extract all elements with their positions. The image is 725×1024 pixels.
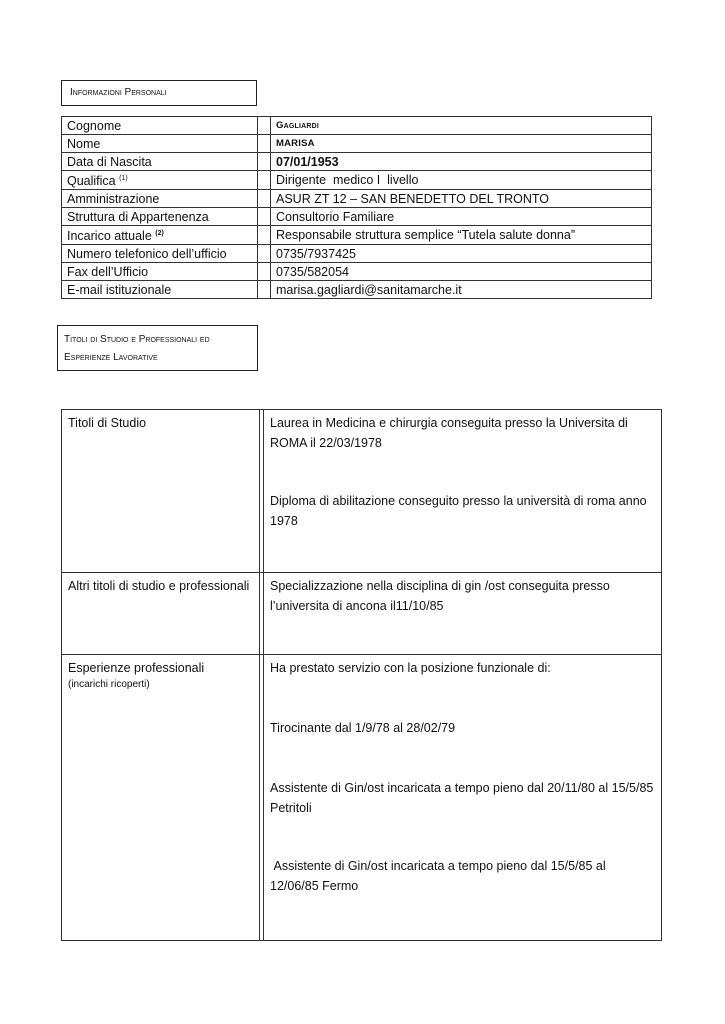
specialization-text: Specializzazione nella disciplina di gin /ost conseguita presso l’universita di ancona il11/10/85 (270, 579, 610, 613)
row-label: Cognome (62, 117, 258, 135)
row-label: Incarico attuale $^{(2)}$ (62, 226, 258, 245)
row-label: Fax dell’Ufficio (62, 263, 258, 281)
row-note: (incarichi ricoperti) (68, 679, 150, 690)
section-title-line1: Titoli di Studio e Professionali ed (64, 334, 210, 345)
qualification-text: Diploma di abilitazione conseguito presso la università di roma anno 1978 (270, 494, 647, 528)
name-value: MARISA (271, 135, 652, 153)
experience-cell (264, 655, 662, 941)
section-header-personal-info (61, 80, 257, 106)
row-label: Amministrazione (62, 190, 258, 208)
surname-value: Gagliardi (271, 117, 652, 135)
row-label: Altri titoli di studio e professionali (62, 573, 260, 655)
section-header-education (57, 325, 258, 371)
row-label: Struttura di Appartenenza (62, 208, 258, 226)
fax-value: 0735/582054 (271, 263, 652, 281)
structure-value: Consultorio Familiare (271, 208, 652, 226)
experience-item: Assistente di Gin/ost incaricata a tempo pieno dal 15/5/85 al 12/06/85 Fermo (270, 859, 610, 893)
table-row (62, 655, 662, 941)
row-label: Numero telefonico dell’ufficio (62, 245, 258, 263)
row-label: Qualifica $^{(1)}$ (62, 171, 258, 190)
section-title: Informazioni Personali (70, 87, 167, 98)
experience-intro: Ha prestato servizio con la posizione funzionale di: (270, 661, 551, 675)
table-row (62, 208, 652, 226)
table-row (62, 226, 652, 245)
table-row (62, 190, 652, 208)
table-row (62, 171, 652, 190)
qualifica-value: Dirigente medico I livello (271, 171, 652, 190)
table-row (62, 117, 652, 135)
current-role-value: Responsabile struttura semplice “Tutela salute donna” (271, 226, 652, 245)
footnote-marker: (1) (119, 175, 128, 182)
experience-item: Assistente di Gin/ost incaricata a tempo pieno dal 20/11/80 al 15/5/85 Petritoli (270, 781, 654, 815)
experience-item: Tirocinante dal 1/9/78 al 28/02/79 (270, 721, 456, 735)
table-row (62, 410, 662, 573)
table-row (62, 263, 652, 281)
footnote-marker: (2) (155, 230, 164, 238)
table-row (62, 573, 662, 655)
phone-value: 0735/7937425 (271, 245, 652, 263)
row-label: E-mail istituzionale (62, 281, 258, 299)
table-row (62, 153, 652, 171)
email-value: marisa.gagliardi@sanitamarche.it (271, 281, 652, 299)
other-titles-cell (264, 573, 662, 655)
section-title-line2: Esperienze Lavorative (64, 352, 158, 363)
education-table (61, 409, 662, 941)
administration-value: ASUR ZT 12 – SAN BENEDETTO DEL TRONTO (271, 190, 652, 208)
table-row (62, 281, 652, 299)
table-row (62, 135, 652, 153)
row-label: Titoli di Studio (62, 410, 260, 573)
education-cell (264, 410, 662, 573)
row-label: Esperienze professionali (incarichi ricoperti) (62, 655, 260, 941)
table-row (62, 245, 652, 263)
birthdate-value: 07/01/1953 (271, 153, 652, 171)
personal-info-table (61, 116, 652, 299)
row-label: Data di Nascita (62, 153, 258, 171)
degree-text: Laurea in Medicina e chirurgia conseguita presso la Universita di ROMA il 22/03/1978 (270, 416, 628, 450)
row-label: Nome (62, 135, 258, 153)
